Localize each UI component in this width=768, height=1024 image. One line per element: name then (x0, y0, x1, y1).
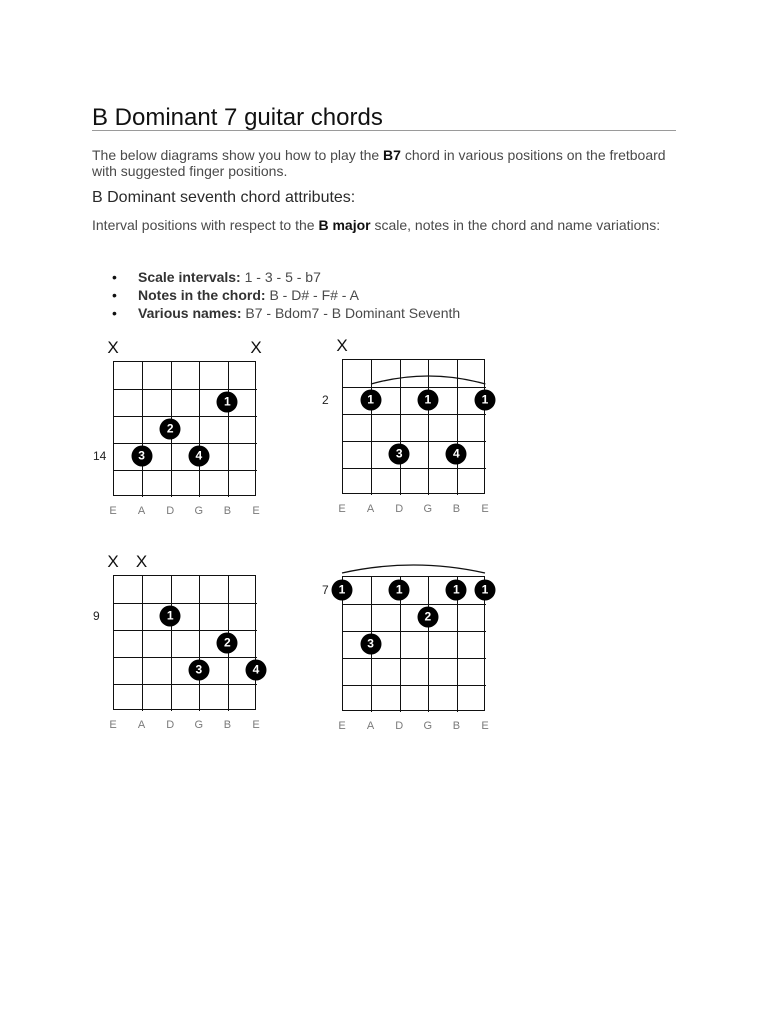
string-name-label: B (223, 719, 232, 731)
attribute-value: B7 - Bdom7 - B Dominant Seventh (241, 305, 461, 321)
string-name-label: D (166, 719, 175, 731)
interval-scale-name: B major (318, 217, 371, 233)
string-name-label: E (338, 503, 346, 515)
string-name-label: B (452, 720, 461, 732)
finger-dot: 1 (475, 389, 496, 410)
attribute-value: B - D# - F# - A (265, 287, 359, 303)
string-name-label: D (166, 505, 175, 517)
attribute-scale-intervals (112, 268, 460, 286)
chord-diagram-3 (85, 551, 260, 741)
fret-line (114, 630, 257, 631)
intro-text-start: The below diagrams show you how to play the (92, 147, 384, 163)
fret-number: 9 (93, 608, 100, 623)
finger-dot: 1 (417, 389, 438, 410)
attribute-value: 1 - 3 - 5 - b7 (240, 269, 321, 285)
finger-dot: 1 (475, 579, 496, 600)
finger-dot: 4 (188, 445, 209, 466)
mute-x-icon: X (107, 552, 119, 571)
barre-arc-path (371, 376, 485, 384)
string-name-label: E (109, 719, 117, 731)
attribute-key: Notes in the chord: (138, 287, 266, 303)
chord-diagram-2 (314, 335, 489, 525)
fret-line (114, 443, 257, 444)
fret-number: 2 (322, 392, 329, 407)
fret-line (343, 658, 486, 659)
barre-arc-path (342, 565, 485, 573)
fret-line (343, 604, 486, 605)
finger-dot: 1 (332, 579, 353, 600)
finger-dot: 3 (131, 445, 152, 466)
bullet-icon: • (112, 305, 117, 321)
barre-arc (337, 560, 490, 574)
string-line (142, 576, 143, 711)
string-name-label: E (481, 720, 489, 732)
string-line (228, 362, 229, 497)
string-name-label: G (423, 503, 433, 515)
fret-number: 7 (322, 582, 329, 597)
intro-paragraph (92, 147, 682, 179)
title-divider (92, 130, 676, 131)
attribute-names (112, 304, 460, 322)
attribute-notes (112, 286, 460, 304)
chord-diagram-1 (85, 337, 260, 527)
attributes-heading: B Dominant seventh chord attributes: (92, 189, 356, 206)
finger-dot: 2 (417, 606, 438, 627)
barre-arc (366, 371, 490, 385)
fretboard-grid (113, 361, 256, 496)
string-name-label: B (223, 505, 232, 517)
mute-x-icon: X (107, 338, 119, 357)
string-line (199, 362, 200, 497)
finger-dot: 3 (389, 443, 410, 464)
fret-line (343, 414, 486, 415)
fret-line (343, 685, 486, 686)
string-name-label: D (395, 720, 404, 732)
finger-dot: 3 (360, 633, 381, 654)
string-name-label: G (194, 719, 204, 731)
fret-line (114, 603, 257, 604)
string-name-label: D (395, 503, 404, 515)
fret-number: 14 (93, 448, 107, 463)
string-name-label: E (252, 719, 260, 731)
finger-dot: 2 (217, 632, 238, 653)
fret-line (114, 684, 257, 685)
finger-dot: 2 (160, 418, 181, 439)
string-line (142, 362, 143, 497)
finger-dot: 1 (360, 389, 381, 410)
fret-line (343, 441, 486, 442)
fret-line (114, 470, 257, 471)
attributes-list (112, 268, 460, 322)
chord-diagram-4 (314, 552, 489, 742)
fret-line (114, 389, 257, 390)
string-name-label: E (252, 505, 260, 517)
mute-x-icon: X (135, 552, 148, 571)
string-line (428, 577, 429, 712)
string-name-label: A (137, 505, 146, 517)
finger-dot: 1 (446, 579, 467, 600)
string-line (199, 576, 200, 711)
fret-line (343, 631, 486, 632)
string-name-label: E (481, 503, 489, 515)
attribute-key: Scale intervals: (138, 269, 241, 285)
intro-text-end: chord in various positions on the fretboard with suggested finger positions. (92, 147, 666, 179)
mute-x-icon: X (250, 338, 262, 357)
string-name-label: G (423, 720, 433, 732)
finger-dot: 1 (389, 579, 410, 600)
string-name-label: A (137, 719, 146, 731)
bullet-icon: • (112, 287, 117, 303)
page-title: B Dominant 7 guitar chords (92, 104, 383, 131)
fret-line (114, 416, 257, 417)
string-name-label: E (109, 505, 117, 517)
string-name-label: E (338, 720, 346, 732)
intro-chord-name: B7 (383, 147, 401, 163)
fret-line (114, 657, 257, 658)
mute-x-icon: X (336, 336, 348, 355)
interval-description (92, 217, 682, 233)
interval-text-end: scale, notes in the chord and name variations: (370, 217, 661, 233)
string-name-label: A (366, 720, 375, 732)
finger-dot: 1 (160, 605, 181, 626)
string-name-label: G (194, 505, 204, 517)
string-name-label: A (366, 503, 375, 515)
finger-dot: 3 (188, 659, 209, 680)
fret-line (343, 387, 486, 388)
bullet-icon: • (112, 269, 117, 285)
string-name-label: B (452, 503, 461, 515)
string-line (171, 576, 172, 711)
finger-dot: 1 (217, 391, 238, 412)
finger-dot: 4 (446, 443, 467, 464)
finger-dot: 4 (246, 659, 267, 680)
fret-line (343, 468, 486, 469)
interval-text-start: Interval positions with respect to the (92, 217, 319, 233)
attribute-key: Various names: (138, 305, 242, 321)
